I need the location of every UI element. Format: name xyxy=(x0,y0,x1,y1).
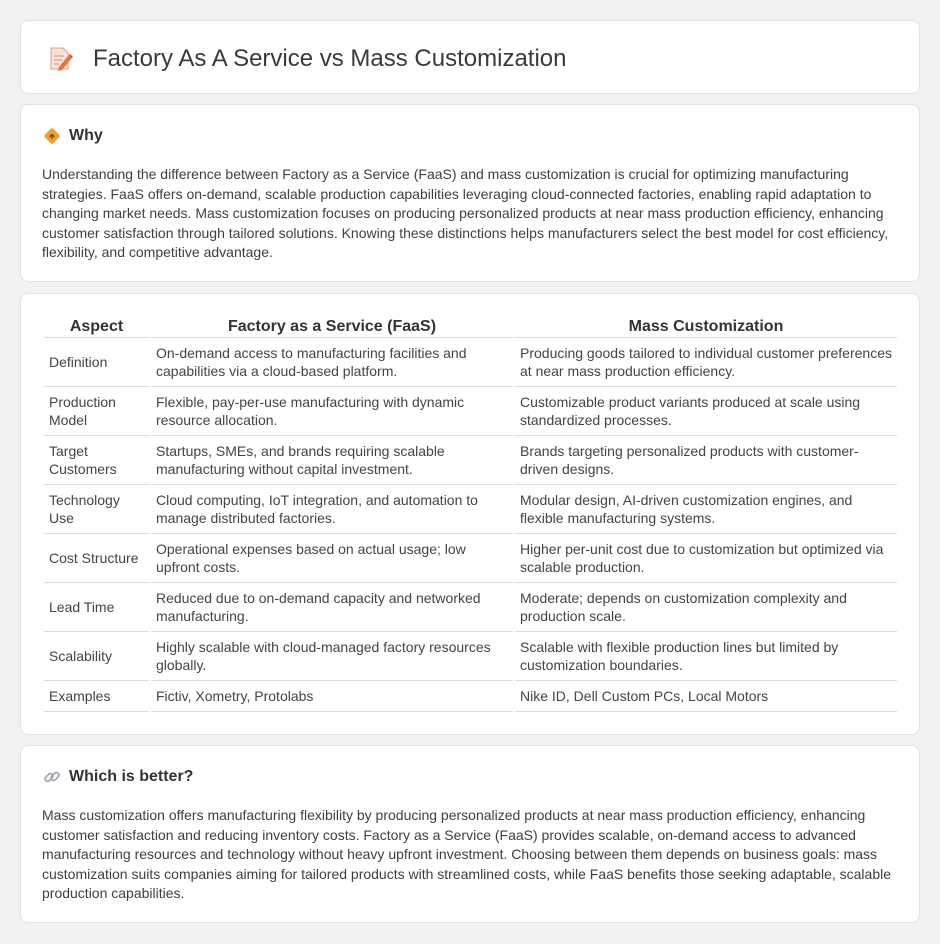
row-aspect: Technology Use xyxy=(44,485,149,534)
comparison-table xyxy=(42,316,899,712)
why-heading xyxy=(43,127,103,145)
better-title: Which is better? xyxy=(69,768,194,785)
row-aspect: Examples xyxy=(44,681,149,712)
table-row xyxy=(44,338,897,387)
page-title: Factory As A Service vs Mass Customization xyxy=(93,45,567,72)
row-aspect: Lead Time xyxy=(44,583,149,632)
table-row xyxy=(44,387,897,436)
row-faas: Operational expenses based on actual usage; low upfront costs. xyxy=(151,534,513,583)
row-aspect: Cost Structure xyxy=(44,534,149,583)
header-card xyxy=(20,20,920,94)
table-row xyxy=(44,583,897,632)
row-faas: On-demand access to manufacturing facilities and capabilities via a cloud-based platform. xyxy=(151,338,513,387)
row-aspect: Target Customers xyxy=(44,436,149,485)
better-card xyxy=(20,745,920,923)
row-mass-customization: Modular design, AI-driven customization engines, and flexible manufacturing systems. xyxy=(515,485,897,534)
table-row xyxy=(44,485,897,534)
table-header-row xyxy=(44,316,897,338)
row-aspect: Definition xyxy=(44,338,149,387)
table-row xyxy=(44,436,897,485)
why-card xyxy=(20,104,920,282)
link-icon xyxy=(43,768,61,786)
comparison-card xyxy=(20,293,920,735)
better-text: Mass customization offers manufacturing flexibility by producing personalized products at near mass production efficiency, enhancing customer satisfaction and reducing inventory costs. Factory as a Service (FaaS) provides scalable, on-demand access to advanced manufacturing resources and technology without heavy upfront investment. Choosing between them depends on business goals: mass customization suits companies aiming for tailored products with streamlined costs, while FaaS benefits those seeking adaptable, scalable production capabilities. xyxy=(42,807,891,902)
title-wrap xyxy=(47,45,567,73)
row-mass-customization: Nike ID, Dell Custom PCs, Local Motors xyxy=(515,681,897,712)
row-mass-customization: Producing goods tailored to individual customer preferences at near mass production efficiency. xyxy=(515,338,897,387)
row-mass-customization: Brands targeting personalized products with customer-driven designs. xyxy=(515,436,897,485)
why-text: Understanding the difference between Factory as a Service (FaaS) and mass customization is crucial for optimizing manufacturing strategies. FaaS offers on-demand, scalable production capabilities leveraging cloud-connected factories, enabling rapid adaptation to changing market needs. Mass customization focuses on producing personalized products at near mass production efficiency, enhancing customer satisfaction through tailored solutions. Knowing these distinctions helps manufacturers select the best model for cost efficiency, flexibility, and competitive advantage. xyxy=(42,166,889,261)
table-row xyxy=(44,681,897,712)
document-edit-icon xyxy=(47,46,73,72)
row-faas: Fictiv, Xometry, Protolabs xyxy=(151,681,513,712)
row-faas: Reduced due to on-demand capacity and networked manufacturing. xyxy=(151,583,513,632)
row-aspect: Production Model xyxy=(44,387,149,436)
row-aspect: Scalability xyxy=(44,632,149,681)
row-faas: Startups, SMEs, and brands requiring scalable manufacturing without capital investment. xyxy=(151,436,513,485)
header-faas: Factory as a Service (FaaS) xyxy=(151,316,513,338)
row-mass-customization: Moderate; depends on customization complexity and production scale. xyxy=(515,583,897,632)
header-aspect: Aspect xyxy=(44,316,149,338)
row-faas: Cloud computing, IoT integration, and automation to manage distributed factories. xyxy=(151,485,513,534)
row-mass-customization: Higher per-unit cost due to customization but optimized via scalable production. xyxy=(515,534,897,583)
row-mass-customization: Customizable product variants produced at scale using standardized processes. xyxy=(515,387,897,436)
row-mass-customization: Scalable with flexible production lines but limited by customization boundaries. xyxy=(515,632,897,681)
table-row xyxy=(44,632,897,681)
why-title: Why xyxy=(69,127,103,144)
table-row xyxy=(44,534,897,583)
header-mass-customization: Mass Customization xyxy=(515,316,897,338)
better-heading xyxy=(43,768,193,786)
row-faas: Highly scalable with cloud-managed factory resources globally. xyxy=(151,632,513,681)
diamond-sign-icon xyxy=(43,127,61,145)
row-faas: Flexible, pay-per-use manufacturing with dynamic resource allocation. xyxy=(151,387,513,436)
